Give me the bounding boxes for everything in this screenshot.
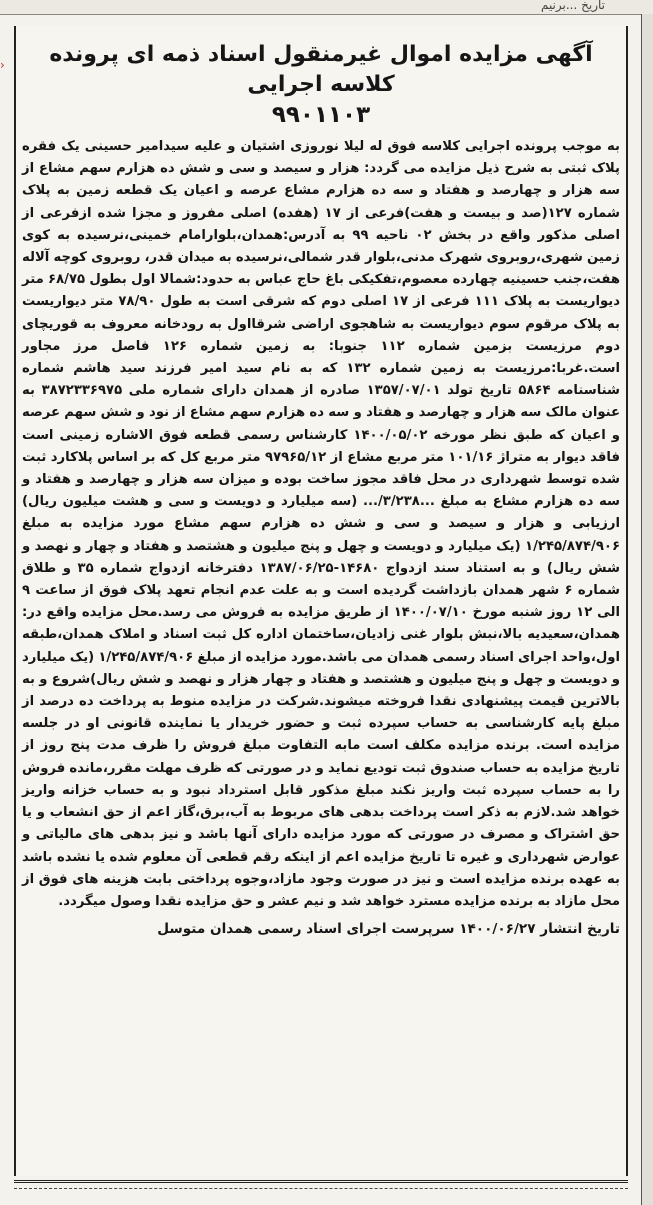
header-strip-text: تاریخ ...برنیم <box>540 0 605 12</box>
page-header-strip <box>0 0 653 15</box>
notice-body: به موجب پرونده اجرایی کلاسه فوق له لیلا نوروزی اشتیان و علیه سیدامیر حسینی یک فقره پلاک ثبتی به شرح ذیل مزایده می گردد: هزار و سیصد و سی و شش ده هزارم سهم مشاع از سه هزار و چهارصد و هفتاد و سه ده هزارم مشاع عرصه و اعیان یک قطعه زمین به پلاک شماره ۱۲۷(صد و بیست و هفت)فرعی از ۱۷ (هفده) اصلی مفروز و مجزا شده ازفرعی از اصلی مذکور واقع در بخش ۰۲ ناحیه ۹۹ به آدرس:همدان،بلوارامام خمینی،نرسیده به کوی زمین شهری،روبروی شهرک مدنی،بلوار قدر شمالی،نرسیده به میدان قدر، روبروی کوچه آلاله هفت،جنب حسینیه چهارده معصوم،تفکیکی باغ حاج عباس به حدود:شمالا اول بطول ۶۸/۷۵ متر دیواریست به پلاک ۱۱۱ فرعی از ۱۷ اصلی دوم که شرقی است به طول ۷۸/۹۰ متر دیواریست به پلاک مرقوم سوم دیواریست به شاهجوی اراضی شرقااول به رودخانه معروف به قوریچای دوم مرزیست بزمین شماره ۱۱۲ جنوبا: به زمین شماره ۱۲۶ فاصل مرز مجاور است.غربا:مرزیست به زمین شماره ۱۳۲ که به نام سید امیر فرزند سید هاشم شماره شناسنامه ۵۸۶۴ تاریخ تولد ۱۳۵۷/۰۷/۰۱ صادره از همدان دارای شماره ملی ۳۸۷۲۳۳۶۹۷۵ به عنوان مالک سه هزار و چهارصد و هفتاد و سه ده هزارم سهم مشاع از نود و شش سهم عرصه و اعیان که طبق نظر مورخه ۱۴۰۰/۰۵/۰۲ کارشناس رسمی قطعه فوق الاشاره زمینی است فاقد دیوار به متراژ ۱۰۱/۱۶ متر مربع مشاع از ۹۷۹۶۵/۱۲ متر مربع کل که بر اساس پلاکارد ثبت شده توسط شهرداری در محل فاقد مجوز ساخت بوده و میزان سه هزار و چهارصد و هفتاد و سه ده هزارم مشاع به مبلغ ...۳/۲۳۸/... (سه میلیارد و دویست و سی و هشت میلیون ریال) ارزیابی و هزار و سیصد و سی و شش ده هزارم سهم مشاع مورد مزایده به مبلغ ۱/۲۴۵/۸۷۴/۹۰۶ (یک میلیارد و دویست و چهل و پنج میلیون و هشتصد و هفتاد و چهار و نهصد و شش ریال) و به استناد سند ازدواج ۱۴۶۸۰-۱۳۸۷/۰۶/۲۵ دفترخانه ازدواج شماره ۳۵ و طلاق شماره ۶ شهر همدان بازداشت گردیده است و به علت عدم انجام تعهد پلاک فوق از ساعت ۹ الی ۱۲ روز شنبه مورخ ۱۴۰۰/۰۷/۱۰ از طریق مزایده به فروش می رسد.محل مزایده واقع در: همدان،سعیدیه بالا،نبش بلوار غنی زادیان،ساختمان اداره کل ثبت اسناد و املاک همدان،طبقه اول،واحد اجرای اسناد رسمی همدان می باشد.مورد مزایده از مبلغ ۱/۲۴۵/۸۷۴/۹۰۶ (یک میلیارد و دویست و چهل و پنج میلیون و هشتصد و هفتاد و چهار هزار و نهصد و شش ریال)شروع و به بالاترین قیمت پیشنهادی نقدا فروخته میشوند.شرکت در مزایده منوط به پرداخت ده درصد از مبلغ پایه کارشناسی به حساب سپرده ثبت و حضور خریدار یا نماینده قانونی او در جلسه مزایده است. برنده مزایده مکلف است مابه التفاوت مبلغ فروش را ظرف مدت پنج روز از تاریخ مزایده به حساب صندوق ثبت تودیع نماید و در صورتی که ظرف مهلت مقرر،مانده فروش را به حساب سپرده ثبت واریز نکند مبلغ مذکور قابل استرداد نبود و به حساب خزانه واریز خواهد شد.لازم به ذکر است پرداخت بدهی های مربوط به آب،برق،گاز اعم از حق انشعاب و یا حق اشتراک و مصرف در صورتی که مورد مزایده دارای آنها باشد و نیز بدهی های مالیاتی و عوارض شهرداری و غیره تا تاریخ مزایده اعم از اینکه رقم قطعی آن معلوم شده یا نشده باشد به عهده برنده مزایده است و نیز در صورت وجود مازاد،وجوه پرداختی بابت هزینه های فوق از محل مازاد به برنده مزایده مسترد خواهد شد و نیم عشر و حق مزایده نقدا وصول میگردد. <box>22 139 621 909</box>
margin-mark: › <box>0 58 5 72</box>
notice-title: آگهی مزایده اموال غیرمنقول اسناد ذمه ای پرونده کلاسه اجرایی <box>49 42 593 97</box>
auction-notice <box>14 26 628 1176</box>
notice-footer: تاریخ انتشار ۱۴۰۰/۰۶/۲۷ سرپرست اجرای اسناد رسمی همدان متوسل <box>157 921 620 938</box>
file-number: ۹۹۰۱۱۰۳ <box>271 102 371 128</box>
bottom-border-rule <box>14 1180 628 1189</box>
adjacent-column-edge <box>641 14 653 1205</box>
